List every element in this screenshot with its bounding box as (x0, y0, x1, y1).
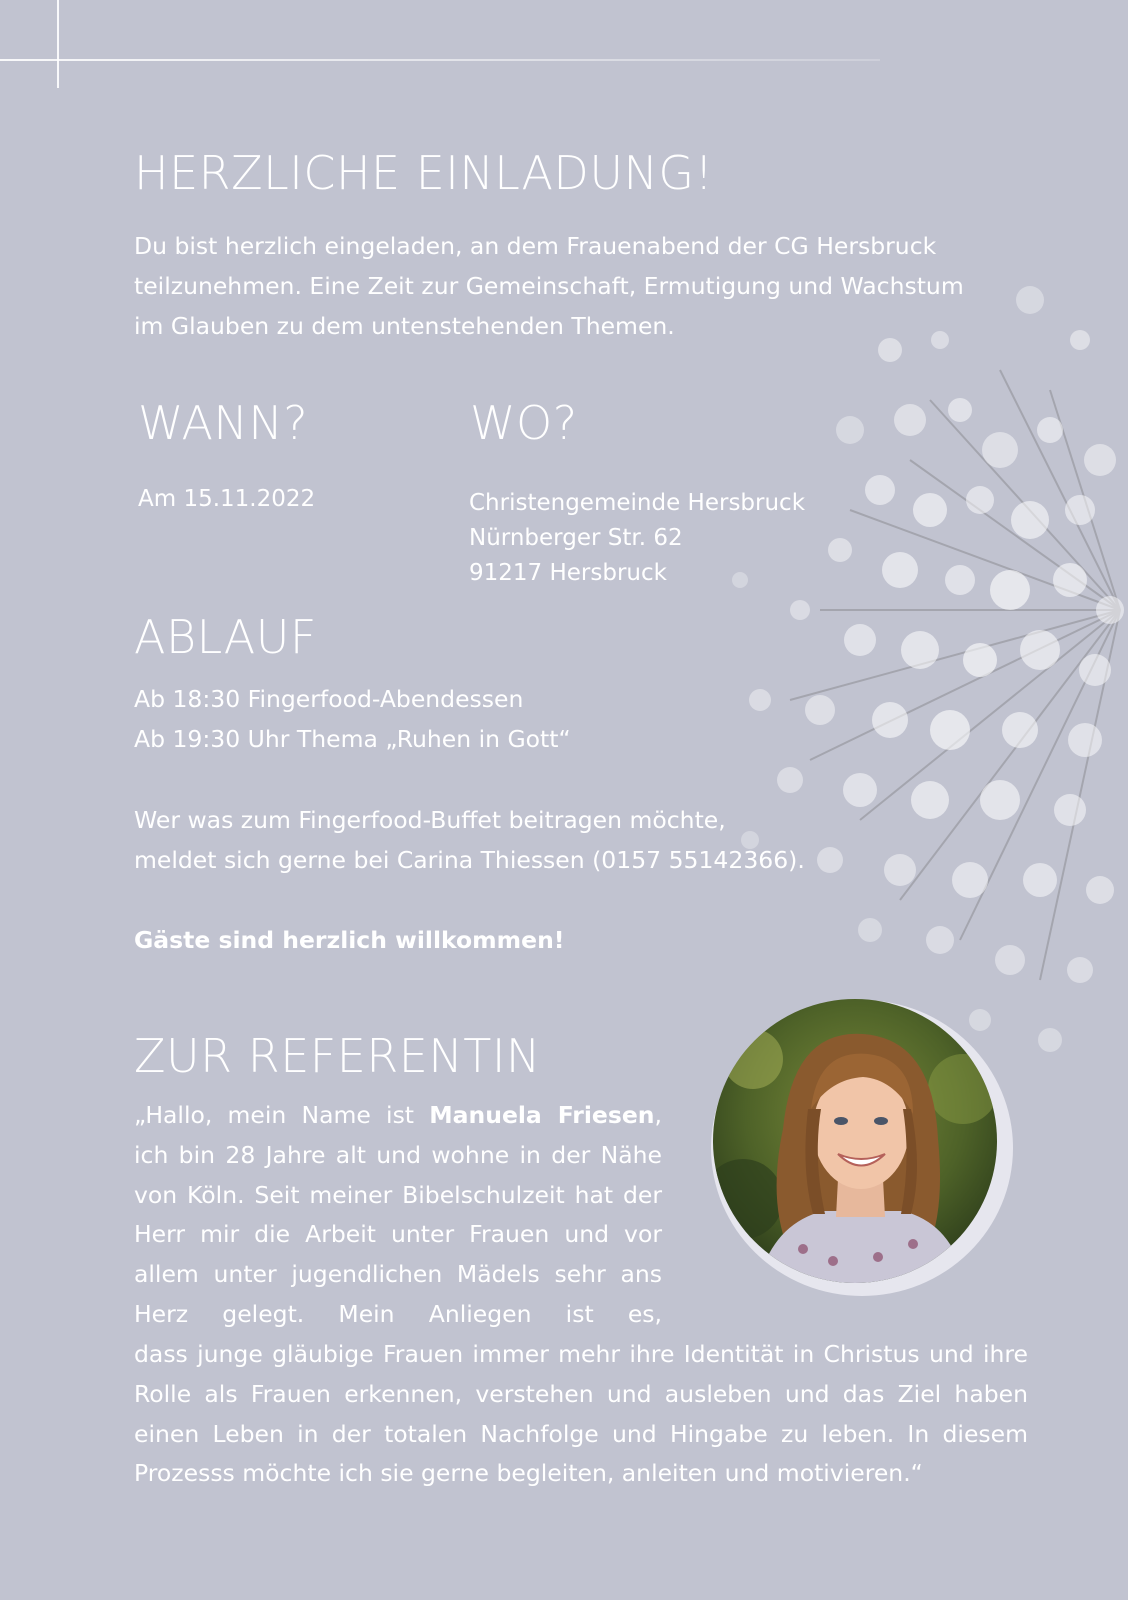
intro-line: Du bist herzlich eingeladen, an dem Frauenabend der CG Hersbruck (134, 232, 937, 260)
bio-intro: „Hallo, mein Name ist (134, 1101, 430, 1129)
where-heading: WO? (470, 396, 578, 450)
schedule-item: Ab 18:30 Fingerfood-Abendessen (134, 685, 524, 713)
schedule-list (134, 679, 571, 759)
schedule-heading: ABLAUF (134, 610, 317, 664)
when-heading: WANN? (138, 396, 309, 450)
address-line: Christengemeinde Hersbruck (469, 490, 806, 516)
crop-mark-horizontal (0, 59, 880, 61)
guests-note: Gäste sind herzlich willkommen! (134, 926, 565, 954)
schedule-item: Ab 19:30 Uhr Thema „Ruhen in Gott“ (134, 725, 571, 753)
speaker-photo (713, 999, 997, 1283)
intro-line: teilzunehmen. Eine Zeit zur Gemeinschaft, Ermutigung und Wachstum (134, 272, 964, 300)
crop-mark-vertical (57, 0, 59, 88)
portrait-illustration (713, 999, 997, 1283)
speaker-bio-top (134, 1096, 662, 1335)
flower-illustration (700, 280, 1128, 1080)
address-line: 91217 Hersbruck (469, 560, 667, 586)
speaker-name: Manuela Friesen (429, 1101, 655, 1129)
intro-line: im Glauben zu dem untenstehenden Themen. (134, 312, 675, 340)
bio-text: , ich bin 28 Jahre alt und wohne in der Nähe von Köln. Seit meiner Bibelschulzeit hat der Herr mir die Arbeit unter Frauen und vor allem unter jugendlichen Mädels sehr ans Herz gelegt. Mein Anliegen ist es, (134, 1101, 662, 1328)
address-line: Nürnberger Str. 62 (469, 525, 683, 551)
buffet-line: meldet sich gerne bei Carina Thiessen (0157 55142366). (134, 846, 805, 874)
buffet-line: Wer was zum Fingerfood-Buffet beitragen möchte, (134, 806, 726, 834)
buffet-note (134, 800, 805, 880)
invitation-intro (134, 226, 1014, 346)
invitation-title: HERZLICHE EINLADUNG! (134, 146, 714, 200)
event-date: Am 15.11.2022 (138, 486, 316, 512)
speaker-bio-bottom: dass junge gläubige Frauen immer mehr ihre Identität in Christus und ihre Rolle als Frauen erkennen, verstehen und ausleben und das Ziel haben einen Leben in der totalen Nachfolge und Hingabe zu leben. In diesem Prozesss möchte ich sie gerne begleiten, anleiten und motivieren.“ (134, 1340, 1028, 1488)
event-address (469, 486, 805, 591)
speaker-heading: ZUR REFERENTIN (134, 1029, 541, 1083)
